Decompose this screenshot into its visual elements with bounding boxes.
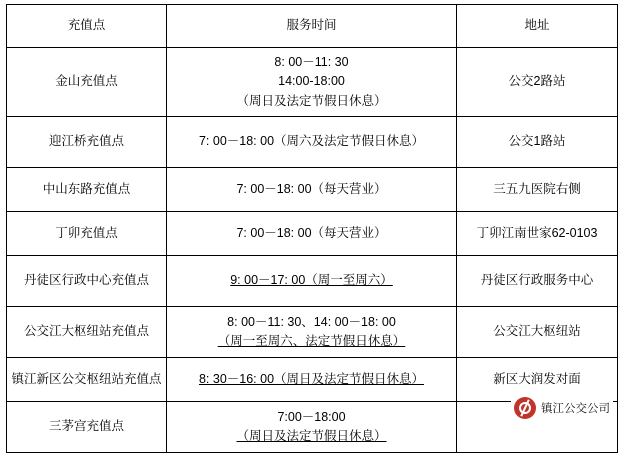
watermark <box>511 395 613 421</box>
service-time-line: 7:00－18:00 <box>277 409 346 424</box>
service-time-line: 7: 00－18: 00（每天营业） <box>236 181 387 196</box>
service-time <box>167 402 457 453</box>
service-time <box>167 48 457 117</box>
address: 公交2路站 <box>457 48 618 117</box>
service-time <box>167 168 457 212</box>
recharge-point-name: 丹徒区行政中心充值点 <box>7 256 167 307</box>
table-body <box>7 5 618 453</box>
service-time <box>167 256 457 307</box>
table-row <box>7 48 618 117</box>
service-time-line: 8: 00－11: 30 <box>274 54 349 69</box>
recharge-point-name: 镇江新区公交枢纽站充值点 <box>7 358 167 402</box>
table-row <box>7 117 618 168</box>
recharge-points-table <box>6 4 618 453</box>
table-header-row <box>7 5 618 48</box>
service-time <box>167 117 457 168</box>
table-row <box>7 168 618 212</box>
address: 丹徒区行政服务中心 <box>457 256 618 307</box>
table-row <box>7 307 618 358</box>
address: 丁卯江南世家62-0103 <box>457 212 618 256</box>
column-header-name: 充值点 <box>7 5 167 48</box>
service-time-line: （周日及法定节假日休息） <box>236 429 387 443</box>
watermark-label: 镇江公交公司 <box>541 403 610 415</box>
address: 公交江大枢纽站 <box>457 307 618 358</box>
service-time-line: 8: 00－11: 30、14: 00－18: 00 <box>227 314 396 329</box>
service-time-line: 8: 30－16: 00（周日及法定节假日休息） <box>198 371 425 386</box>
service-time <box>167 307 457 358</box>
address: 新区大润发对面 <box>457 358 618 402</box>
recharge-point-name: 金山充值点 <box>7 48 167 117</box>
service-time-line: 7: 00－18: 00（周六及法定节假日休息） <box>198 134 425 149</box>
service-time <box>167 358 457 402</box>
service-time-line: （周一至周六、法定节假日休息） <box>217 334 406 348</box>
service-time-line: （周日及法定节假日休息） <box>236 93 387 108</box>
recharge-point-name: 三茅宫充值点 <box>7 402 167 453</box>
recharge-point-name: 公交江大枢纽站充值点 <box>7 307 167 358</box>
recharge-point-name: 丁卯充值点 <box>7 212 167 256</box>
bus-company-logo-icon <box>514 397 536 419</box>
recharge-point-name: 迎江桥充值点 <box>7 117 167 168</box>
table-row <box>7 256 618 307</box>
column-header-address: 地址 <box>457 5 618 48</box>
service-time-line: 14:00-18:00 <box>278 74 345 89</box>
address: 公交1路站 <box>457 117 618 168</box>
address: 三五九医院右侧 <box>457 168 618 212</box>
service-time-line: 7: 00－18: 00（每天营业） <box>236 225 387 240</box>
table-row <box>7 212 618 256</box>
service-time-line: 9: 00－17: 00（周一至周六） <box>230 273 393 288</box>
service-time <box>167 212 457 256</box>
recharge-point-name: 中山东路充值点 <box>7 168 167 212</box>
column-header-time: 服务时间 <box>167 5 457 48</box>
